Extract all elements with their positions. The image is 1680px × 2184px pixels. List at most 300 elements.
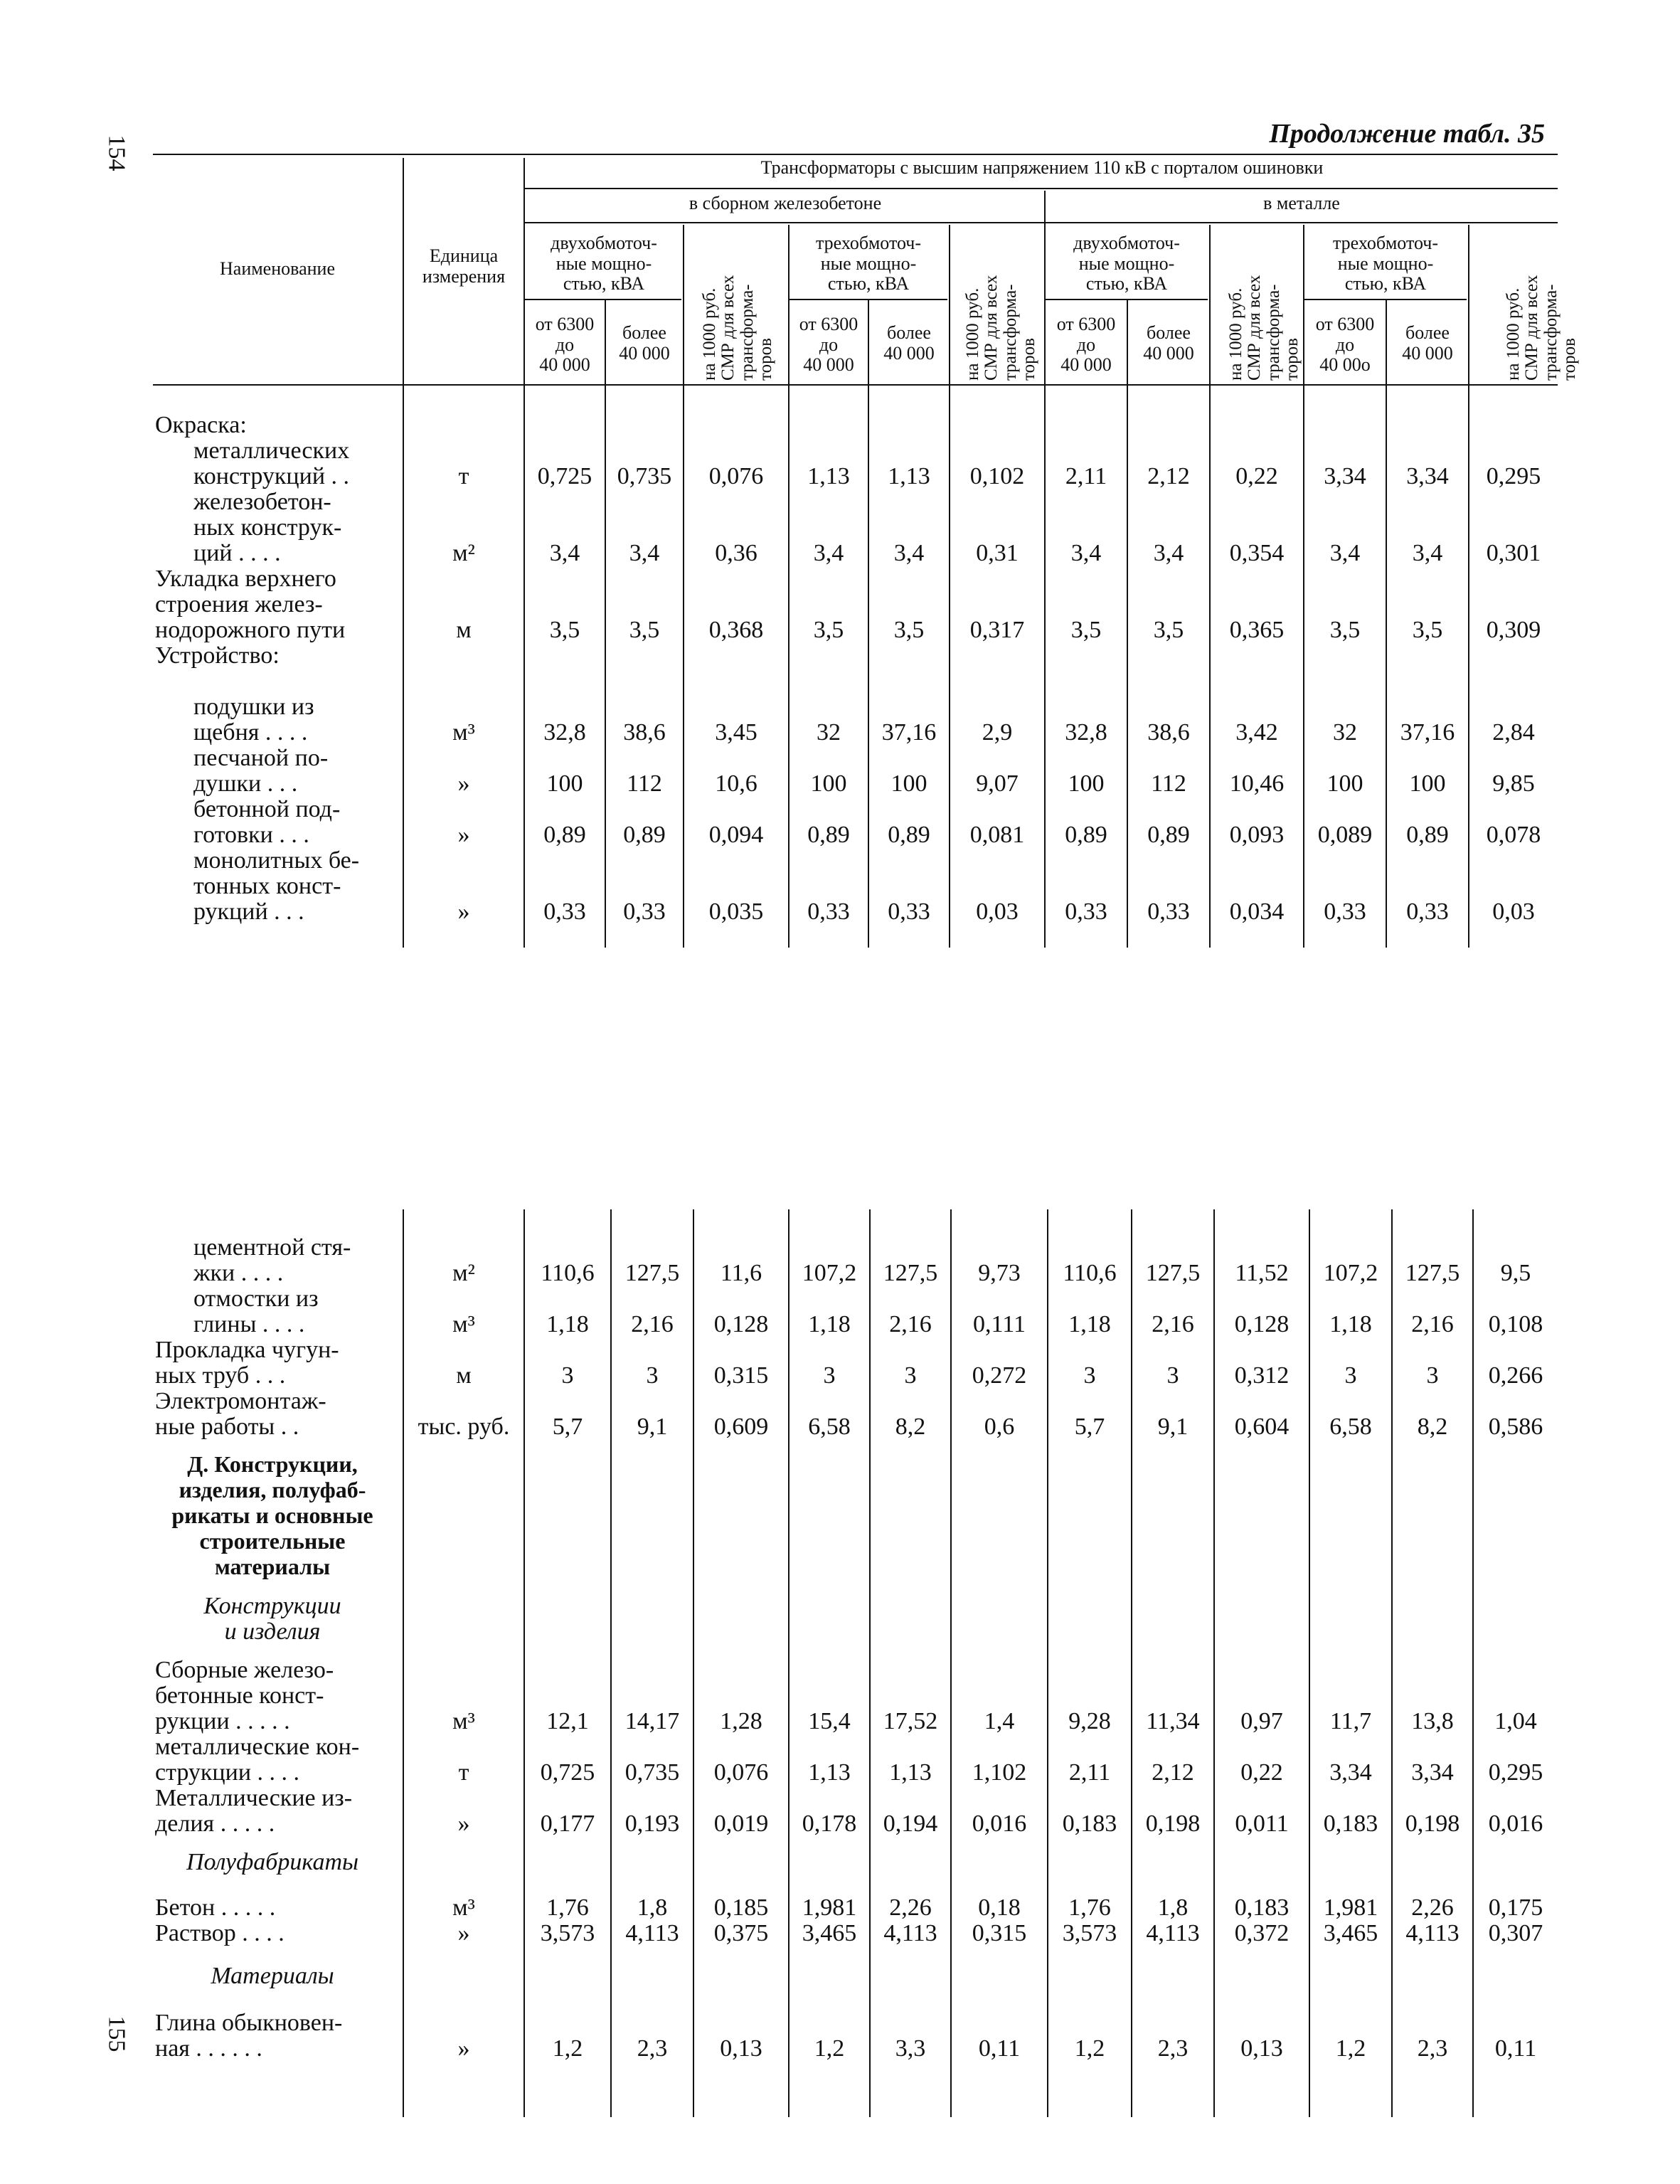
value-cell: 9,73 — [978, 1260, 1021, 1286]
unit-cell: » — [457, 898, 470, 925]
value-cell: 3,34 — [1324, 463, 1366, 489]
value-cell: 3,4 — [1070, 540, 1102, 566]
value-cell: 0,198 — [1405, 1811, 1460, 1837]
value-cell: 1,13 — [807, 463, 850, 489]
top-line: душки . . . — [193, 770, 298, 797]
header-range-2c: более 40 000 — [1143, 322, 1194, 364]
top-line: ных конструк- — [193, 514, 342, 541]
bottom-line: Электромонтаж- — [155, 1388, 326, 1414]
value-cell: 1,18 — [808, 1311, 851, 1337]
value-cell: 127,5 — [624, 1260, 680, 1286]
value-cell: 1,18 — [1068, 1311, 1111, 1337]
bottom-line: ных труб . . . — [155, 1362, 286, 1389]
value-cell: 2,3 — [1417, 2035, 1448, 2062]
value-cell: 0,372 — [1234, 1920, 1290, 1946]
value-cell: 107,2 — [1323, 1260, 1378, 1286]
value-cell: 0,13 — [1240, 2035, 1283, 2062]
value-cell: 0,078 — [1486, 822, 1541, 848]
header-range-1c: от 6300 до 40 000 — [1056, 314, 1116, 376]
value-cell: 0,03 — [1492, 898, 1535, 925]
bvrule-c6 — [1047, 1209, 1048, 2117]
value-cell: 0,89 — [1065, 822, 1107, 848]
value-cell: 0,33 — [543, 898, 586, 925]
value-cell: 0,295 — [1486, 463, 1541, 489]
value-cell: 0,368 — [708, 617, 764, 643]
unit-cell: м — [456, 617, 472, 643]
value-cell: 0,725 — [540, 1759, 595, 1786]
top-line: Устройство: — [155, 642, 280, 669]
bvrule-c4 — [869, 1209, 871, 2117]
value-cell: 0,175 — [1488, 1894, 1543, 1921]
value-cell: 0,183 — [1062, 1811, 1117, 1837]
value-cell: 12,1 — [546, 1708, 589, 1734]
value-cell: 14,17 — [624, 1708, 680, 1734]
value-cell: 0,076 — [713, 1759, 769, 1786]
bottom-line: Бетон . . . . . — [155, 1894, 276, 1921]
top-line: конструкций . . — [193, 463, 350, 489]
bottom-line: Металлические из- — [155, 1785, 353, 1811]
value-cell: 3,42 — [1235, 719, 1278, 746]
top-line: рукций . . . — [193, 898, 304, 925]
value-cell: 9,5 — [1500, 1260, 1531, 1286]
value-cell: 0,33 — [1065, 898, 1107, 925]
value-cell: 0,128 — [713, 1311, 769, 1337]
value-cell: 32,8 — [543, 719, 586, 746]
value-cell: 1,2 — [552, 2035, 583, 2062]
value-cell: 0,22 — [1235, 463, 1278, 489]
value-cell: 0,89 — [807, 822, 850, 848]
value-cell: 3,465 — [802, 1920, 857, 1946]
bottom-line: делия . . . . . — [155, 1811, 275, 1837]
header-three-winding-2: трехобмоточ- ные мощно- стью, кВА — [1332, 233, 1439, 295]
value-cell: 110,6 — [541, 1260, 595, 1286]
header-subgroup-rule — [525, 222, 1558, 223]
value-cell: 1,8 — [1157, 1894, 1189, 1921]
value-cell: 3 — [1083, 1362, 1096, 1389]
value-cell: 3,573 — [1062, 1920, 1117, 1946]
value-cell: 1,4 — [984, 1708, 1015, 1734]
value-cell: 1,28 — [720, 1708, 762, 1734]
value-cell: 0,604 — [1234, 1414, 1290, 1440]
value-cell: 1,76 — [1068, 1894, 1111, 1921]
sub-constructions-heading: Конструкции и изделия — [203, 1593, 341, 1645]
bottom-line: Глина обыкновен- — [155, 2010, 343, 2036]
value-cell: 0,36 — [715, 540, 757, 566]
bvrule-unit-right — [523, 1209, 525, 2117]
value-cell: 2,11 — [1065, 463, 1107, 489]
value-cell: 8,2 — [895, 1414, 926, 1440]
header-three-winding-1: трехобмоточ- ные мощно- стью, кВА — [815, 233, 922, 295]
value-cell: 1,981 — [802, 1894, 857, 1921]
value-cell: 0,317 — [969, 617, 1025, 643]
value-cell: 0,266 — [1488, 1362, 1543, 1389]
value-cell: 3 — [1166, 1362, 1179, 1389]
value-cell: 3,4 — [1329, 540, 1361, 566]
top-line: нодорожного пути — [155, 617, 346, 643]
value-cell: 9,28 — [1068, 1708, 1111, 1734]
section-d-heading: Д. Конструкции, изделия, полуфаб- рикаты и основные строительные материалы — [171, 1451, 373, 1579]
bvrule-c7 — [1131, 1209, 1132, 2117]
value-cell: 0,272 — [972, 1362, 1027, 1389]
value-cell: 9,1 — [1157, 1414, 1189, 1440]
top-line: подушки из — [193, 694, 314, 720]
value-cell: 100 — [1409, 770, 1446, 797]
value-cell: 1,18 — [1329, 1311, 1372, 1337]
value-cell: 17,52 — [883, 1708, 938, 1734]
value-cell: 0,89 — [623, 822, 666, 848]
value-cell: 0,094 — [708, 822, 764, 848]
unit-cell: тыс. руб. — [418, 1414, 510, 1440]
value-cell: 0,22 — [1240, 1759, 1283, 1786]
unit-cell: м² — [452, 540, 475, 566]
value-cell: 1,981 — [1323, 1894, 1378, 1921]
value-cell: 0,198 — [1145, 1811, 1201, 1837]
top-line: монолитных бе- — [193, 847, 360, 874]
bottom-line: ная . . . . . . — [155, 2035, 262, 2062]
value-cell: 0,33 — [888, 898, 930, 925]
value-cell: 0,011 — [1235, 1811, 1289, 1837]
bvrule-c9 — [1309, 1209, 1310, 2117]
unit-cell: » — [457, 822, 470, 848]
value-cell: 9,1 — [637, 1414, 668, 1440]
header-two-winding-2: двухобмоточ- ные мощно- стью, кВА — [1073, 233, 1180, 295]
value-cell: 0,31 — [976, 540, 1019, 566]
value-cell: 0,89 — [543, 822, 586, 848]
value-cell: 3,5 — [549, 617, 580, 643]
sub-semi-heading: Полуфабрикаты — [186, 1849, 359, 1875]
value-cell: 3,34 — [1406, 463, 1449, 489]
header-per1000-1: на 1000 руб. СМР для всех трансформа- торов — [700, 275, 775, 381]
value-cell: 0,177 — [540, 1811, 595, 1837]
value-cell: 0,33 — [623, 898, 666, 925]
unit-cell: » — [457, 2035, 470, 2062]
top-line: тонных конст- — [193, 873, 341, 899]
top-line: Укладка верхнего — [155, 566, 336, 592]
top-line: бетонной под- — [193, 796, 341, 822]
header-top-rule — [153, 154, 1558, 155]
value-cell: 1,76 — [546, 1894, 589, 1921]
sub-materials-heading: Материалы — [211, 1963, 334, 1989]
value-cell: 3,5 — [813, 617, 844, 643]
value-cell: 15,4 — [808, 1708, 851, 1734]
value-cell: 9,07 — [976, 770, 1019, 797]
value-cell: 3 — [1426, 1362, 1439, 1389]
value-cell: 32 — [1333, 719, 1357, 746]
bvrule-c2 — [693, 1209, 694, 2117]
value-cell: 6,58 — [808, 1414, 851, 1440]
value-cell: 6,58 — [1329, 1414, 1372, 1440]
header-unit-col: Единица измерения — [422, 245, 506, 287]
value-cell: 3,5 — [893, 617, 925, 643]
value-cell: 100 — [1327, 770, 1363, 797]
value-cell: 32 — [817, 719, 841, 746]
value-cell: 0,97 — [1240, 1708, 1283, 1734]
value-cell: 0,725 — [537, 463, 592, 489]
value-cell: 0,375 — [713, 1920, 769, 1946]
unit-cell: м² — [452, 1260, 475, 1286]
header-group-rule — [525, 188, 1558, 189]
value-cell: 0,315 — [713, 1362, 769, 1389]
value-cell: 1,2 — [814, 2035, 845, 2062]
header-name-col: Наименование — [220, 258, 335, 279]
value-cell: 2,16 — [1152, 1311, 1194, 1337]
value-cell: 5,7 — [552, 1414, 583, 1440]
header-main-group: Трансформаторы с высшим напряжением 110 кВ с порталом ошиновки — [760, 157, 1324, 178]
value-cell: 1,2 — [1074, 2035, 1105, 2062]
value-cell: 2,16 — [1411, 1311, 1454, 1337]
value-cell: 0,03 — [976, 898, 1019, 925]
value-cell: 1,2 — [1335, 2035, 1366, 2062]
header-sub-group-2: в металле — [1263, 193, 1340, 213]
value-cell: 0,183 — [1234, 1894, 1290, 1921]
value-cell: 38,6 — [623, 719, 666, 746]
value-cell: 2,12 — [1152, 1759, 1194, 1786]
value-cell: 0,034 — [1229, 898, 1285, 925]
value-cell: 0,89 — [1147, 822, 1190, 848]
value-cell: 100 — [1068, 770, 1105, 797]
value-cell: 11,6 — [720, 1260, 762, 1286]
value-cell: 1,102 — [972, 1759, 1027, 1786]
top-line: щебня . . . . — [193, 719, 308, 746]
value-cell: 1,13 — [889, 1759, 932, 1786]
header-bottom-rule — [153, 384, 1558, 386]
value-cell: 37,16 — [881, 719, 937, 746]
value-cell: 13,8 — [1411, 1708, 1454, 1734]
value-cell: 107,2 — [802, 1260, 857, 1286]
value-cell: 2,9 — [982, 719, 1013, 746]
value-cell: 2,26 — [889, 1894, 932, 1921]
unit-cell: » — [457, 770, 470, 797]
value-cell: 0,016 — [1488, 1811, 1543, 1837]
value-cell: 2,16 — [889, 1311, 932, 1337]
value-cell: 4,113 — [1405, 1920, 1460, 1946]
header-per1000-3: на 1000 руб. СМР для всех трансформа- торов — [1226, 275, 1302, 381]
value-cell: 3,45 — [715, 719, 757, 746]
header-per1000-4: на 1000 руб. СМР для всех трансформа- торов — [1504, 275, 1579, 381]
value-cell: 0,11 — [978, 2035, 1021, 2062]
value-cell: 0,307 — [1488, 1920, 1543, 1946]
value-cell: 3,4 — [1412, 540, 1443, 566]
value-cell: 3 — [904, 1362, 917, 1389]
value-cell: 3,465 — [1323, 1920, 1378, 1946]
header-per1000-2: на 1000 руб. СМР для всех трансформа- торов — [963, 275, 1038, 381]
value-cell: 0,13 — [720, 2035, 762, 2062]
value-cell: 0,11 — [1494, 2035, 1537, 2062]
value-cell: 3,5 — [1329, 617, 1361, 643]
value-cell: 0,185 — [713, 1894, 769, 1921]
value-cell: 2,3 — [1157, 2035, 1189, 2062]
header-range-2b: более 40 000 — [883, 322, 935, 364]
value-cell: 0,111 — [973, 1311, 1026, 1337]
unit-cell: » — [457, 1920, 470, 1946]
value-cell: 3 — [646, 1362, 659, 1389]
value-cell: 0,18 — [978, 1894, 1021, 1921]
value-cell: 3 — [1344, 1362, 1357, 1389]
value-cell: 4,113 — [625, 1920, 679, 1946]
header-range-2d: более 40 000 — [1402, 322, 1453, 364]
bottom-line: струкции . . . . — [155, 1759, 300, 1786]
bottom-line: рукции . . . . . — [155, 1708, 290, 1734]
value-cell: 0,301 — [1486, 540, 1541, 566]
value-cell: 3,5 — [629, 617, 660, 643]
value-cell: 11,52 — [1235, 1260, 1289, 1286]
value-cell: 0,609 — [713, 1414, 769, 1440]
top-line: металлических — [193, 438, 350, 464]
header-sub-group-1: в сборном железобетоне — [689, 193, 882, 213]
value-cell: 3,4 — [549, 540, 580, 566]
value-cell: 0,6 — [984, 1414, 1015, 1440]
value-cell: 3,34 — [1329, 1759, 1372, 1786]
value-cell: 2,11 — [1068, 1759, 1111, 1786]
value-cell: 1,13 — [888, 463, 930, 489]
value-cell: 3 — [561, 1362, 574, 1389]
bottom-line: металлические кон- — [155, 1734, 360, 1760]
value-cell: 127,5 — [883, 1260, 938, 1286]
value-cell: 100 — [810, 770, 847, 797]
value-cell: 38,6 — [1147, 719, 1190, 746]
value-cell: 0,586 — [1488, 1414, 1543, 1440]
value-cell: 0,89 — [888, 822, 930, 848]
value-cell: 0,354 — [1229, 540, 1285, 566]
value-cell: 0,081 — [969, 822, 1025, 848]
value-cell: 2,12 — [1147, 463, 1190, 489]
value-cell: 0,076 — [708, 463, 764, 489]
value-cell: 0,128 — [1234, 1311, 1290, 1337]
value-cell: 0,735 — [617, 463, 672, 489]
value-cell: 0,102 — [969, 463, 1025, 489]
value-cell: 0,89 — [1406, 822, 1449, 848]
value-cell: 11,7 — [1329, 1708, 1372, 1734]
value-cell: 9,85 — [1492, 770, 1535, 797]
value-cell: 37,16 — [1400, 719, 1455, 746]
value-cell: 3,4 — [893, 540, 925, 566]
unit-cell: м³ — [452, 1894, 475, 1921]
top-line: ций . . . . — [193, 540, 281, 566]
bvrule-c8 — [1213, 1209, 1215, 2117]
value-cell: 0,183 — [1323, 1811, 1378, 1837]
value-cell: 0,193 — [624, 1811, 680, 1837]
value-cell: 0,194 — [883, 1811, 938, 1837]
value-cell: 100 — [546, 770, 583, 797]
value-cell: 112 — [1151, 770, 1186, 797]
top-line: железобетон- — [193, 489, 331, 515]
value-cell: 2,26 — [1411, 1894, 1454, 1921]
value-cell: 10,46 — [1229, 770, 1285, 797]
top-line: Окраска: — [155, 412, 247, 438]
bvrule-c3 — [788, 1209, 790, 2117]
bvrule-c5 — [950, 1209, 952, 2117]
top-line: готовки . . . — [193, 822, 309, 848]
value-cell: 4,113 — [883, 1920, 937, 1946]
value-cell: 0,33 — [1324, 898, 1366, 925]
bvrule-unit-left — [403, 1209, 404, 2117]
continuation-title: Продолжение табл. 35 — [1269, 119, 1545, 149]
unit-cell: м³ — [452, 1708, 475, 1734]
value-cell: 0,309 — [1486, 617, 1541, 643]
value-cell: 110,6 — [1063, 1260, 1117, 1286]
bottom-line: глины . . . . — [193, 1311, 305, 1337]
value-cell: 0,019 — [713, 1811, 769, 1837]
value-cell: 3,4 — [629, 540, 660, 566]
value-cell: 0,312 — [1234, 1362, 1290, 1389]
page-number-top: 154 — [103, 134, 130, 171]
value-cell: 0,093 — [1229, 822, 1285, 848]
value-cell: 11,34 — [1146, 1708, 1200, 1734]
value-cell: 100 — [890, 770, 927, 797]
top-line: песчаной по- — [193, 745, 329, 771]
bottom-line: ные работы . . — [155, 1414, 299, 1440]
value-cell: 1,18 — [546, 1311, 589, 1337]
value-cell: 3,34 — [1411, 1759, 1454, 1786]
bottom-line: Прокладка чугун- — [155, 1337, 339, 1363]
bottom-line: Раствор . . . . — [155, 1920, 285, 1946]
value-cell: 0,315 — [972, 1920, 1027, 1946]
value-cell: 3,5 — [1412, 617, 1443, 643]
value-cell: 3 — [823, 1362, 836, 1389]
value-cell: 32,8 — [1065, 719, 1107, 746]
header-range-1b: от 6300 до 40 000 — [799, 314, 858, 376]
header-range-1d: от 6300 до 40 00о — [1315, 314, 1375, 376]
value-cell: 2,16 — [631, 1311, 674, 1337]
bottom-line: отмостки из — [193, 1286, 319, 1312]
value-cell: 2,3 — [637, 2035, 668, 2062]
value-cell: 3,4 — [813, 540, 844, 566]
value-cell: 3,3 — [895, 2035, 926, 2062]
unit-cell: т — [458, 1759, 469, 1786]
value-cell: 0,33 — [1147, 898, 1190, 925]
value-cell: 2,84 — [1492, 719, 1535, 746]
header-range-1a: от 6300 до 40 000 — [535, 314, 595, 376]
value-cell: 0,33 — [1406, 898, 1449, 925]
value-cell: 10,6 — [715, 770, 757, 797]
bvrule-c10 — [1391, 1209, 1393, 2117]
bvrule-c11 — [1472, 1209, 1474, 2117]
value-cell: 0,108 — [1488, 1311, 1543, 1337]
unit-cell: м³ — [452, 1311, 475, 1337]
header-winding-rule-1 — [525, 299, 681, 300]
unit-cell: м — [456, 1362, 472, 1389]
unit-cell: м³ — [452, 719, 475, 746]
bottom-line: бетонные конст- — [155, 1682, 324, 1709]
value-cell: 0,365 — [1229, 617, 1285, 643]
value-cell: 0,089 — [1317, 822, 1373, 848]
bottom-line: Сборные железо- — [155, 1657, 334, 1683]
value-cell: 1,8 — [637, 1894, 668, 1921]
header-two-winding-1: двухобмоточ- ные мощно- стью, кВА — [551, 233, 657, 295]
page-number-bottom: 155 — [103, 2015, 130, 2052]
value-cell: 3,5 — [1153, 617, 1184, 643]
value-cell: 1,13 — [808, 1759, 851, 1786]
value-cell: 0,178 — [802, 1811, 857, 1837]
value-cell: 8,2 — [1417, 1414, 1448, 1440]
value-cell: 3,573 — [540, 1920, 595, 1946]
bottom-line: цементной стя- — [193, 1234, 351, 1261]
unit-cell: » — [457, 1811, 470, 1837]
value-cell: 0,016 — [972, 1811, 1027, 1837]
bvrule-c1 — [610, 1209, 612, 2117]
value-cell: 0,295 — [1488, 1759, 1543, 1786]
value-cell: 4,113 — [1146, 1920, 1200, 1946]
value-cell: 0,735 — [624, 1759, 680, 1786]
unit-cell: т — [458, 463, 469, 489]
value-cell: 127,5 — [1405, 1260, 1460, 1286]
value-cell: 112 — [627, 770, 662, 797]
value-cell: 0,035 — [708, 898, 764, 925]
value-cell: 127,5 — [1145, 1260, 1201, 1286]
bottom-line: жки . . . . — [193, 1260, 284, 1286]
top-line: строения желез- — [155, 591, 323, 617]
value-cell: 3,5 — [1070, 617, 1102, 643]
